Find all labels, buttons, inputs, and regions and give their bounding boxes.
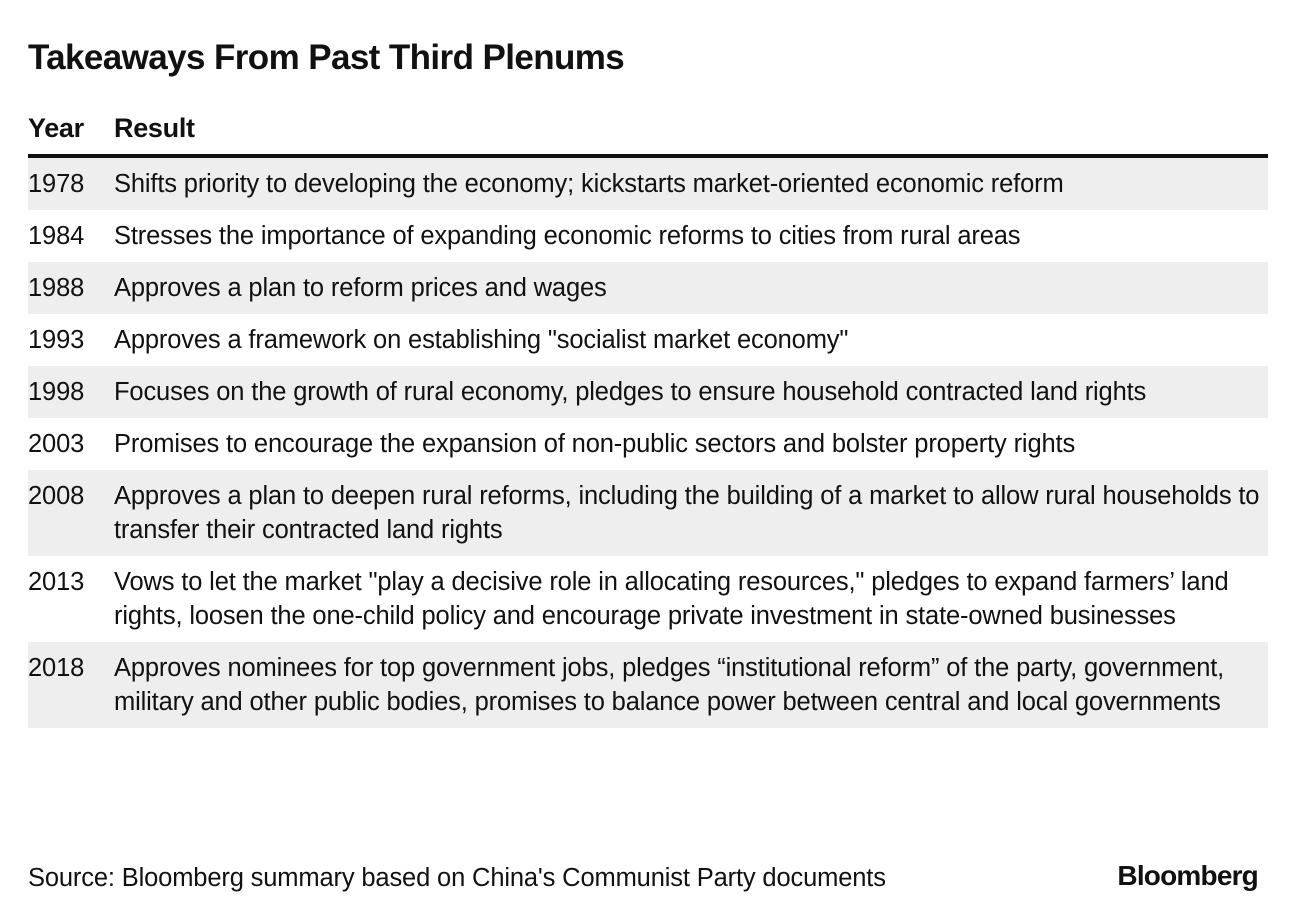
row-year: 1998 [28, 378, 85, 406]
row-year: 2013 [28, 568, 85, 596]
table-header [28, 102, 1268, 158]
table-row [28, 470, 1268, 556]
table-body [28, 158, 1268, 728]
row-result: Promises to encourage the expansion of non-public sectors and bolster property rights [114, 430, 1076, 458]
row-result: Approves a plan to deepen rural reforms, including the building of a market to allow rural households to transfer their contracted land rights [114, 482, 1260, 544]
table-row [28, 158, 1268, 210]
row-result: Shifts priority to developing the economy; kickstarts market-oriented economic reform [114, 170, 1064, 198]
row-year: 2018 [28, 654, 85, 682]
row-year: 2003 [28, 430, 85, 458]
row-year: 1993 [28, 326, 85, 354]
table-row [28, 418, 1268, 470]
row-year: 1988 [28, 274, 85, 302]
row-result: Focuses on the growth of rural economy, pledges to ensure household contracted land rights [114, 378, 1147, 406]
bloomberg-logo: Bloomberg [1117, 860, 1258, 891]
row-year: 1978 [28, 170, 85, 198]
table-row [28, 314, 1268, 366]
row-result: Vows to let the market "play a decisive role in allocating resources," pledges to expand farmers’ land rights, loosen the one-child policy and encourage private investment in state-owned businesses [114, 568, 1229, 630]
table-row [28, 556, 1268, 642]
row-year: 1984 [28, 222, 85, 250]
row-result: Stresses the importance of expanding economic reforms to cities from rural areas [114, 222, 1021, 250]
table-row [28, 262, 1268, 314]
table-row [28, 642, 1268, 728]
chart-title: Takeaways From Past Third Plenums [28, 38, 625, 77]
row-result: Approves nominees for top government jobs, pledges “institutional reform” of the party, government, military and other public bodies, promises to balance power between central and local governments [114, 654, 1225, 716]
source-note: Source: Bloomberg summary based on China's Communist Party documents [28, 864, 886, 892]
table-row [28, 366, 1268, 418]
column-header-year: Year [28, 112, 84, 143]
row-year: 2008 [28, 482, 85, 510]
row-result: Approves a framework on establishing "socialist market economy" [114, 326, 849, 354]
row-result: Approves a plan to reform prices and wages [114, 274, 607, 302]
column-header-result: Result [114, 112, 195, 143]
table-row [28, 210, 1268, 262]
plenum-table [28, 102, 1268, 728]
